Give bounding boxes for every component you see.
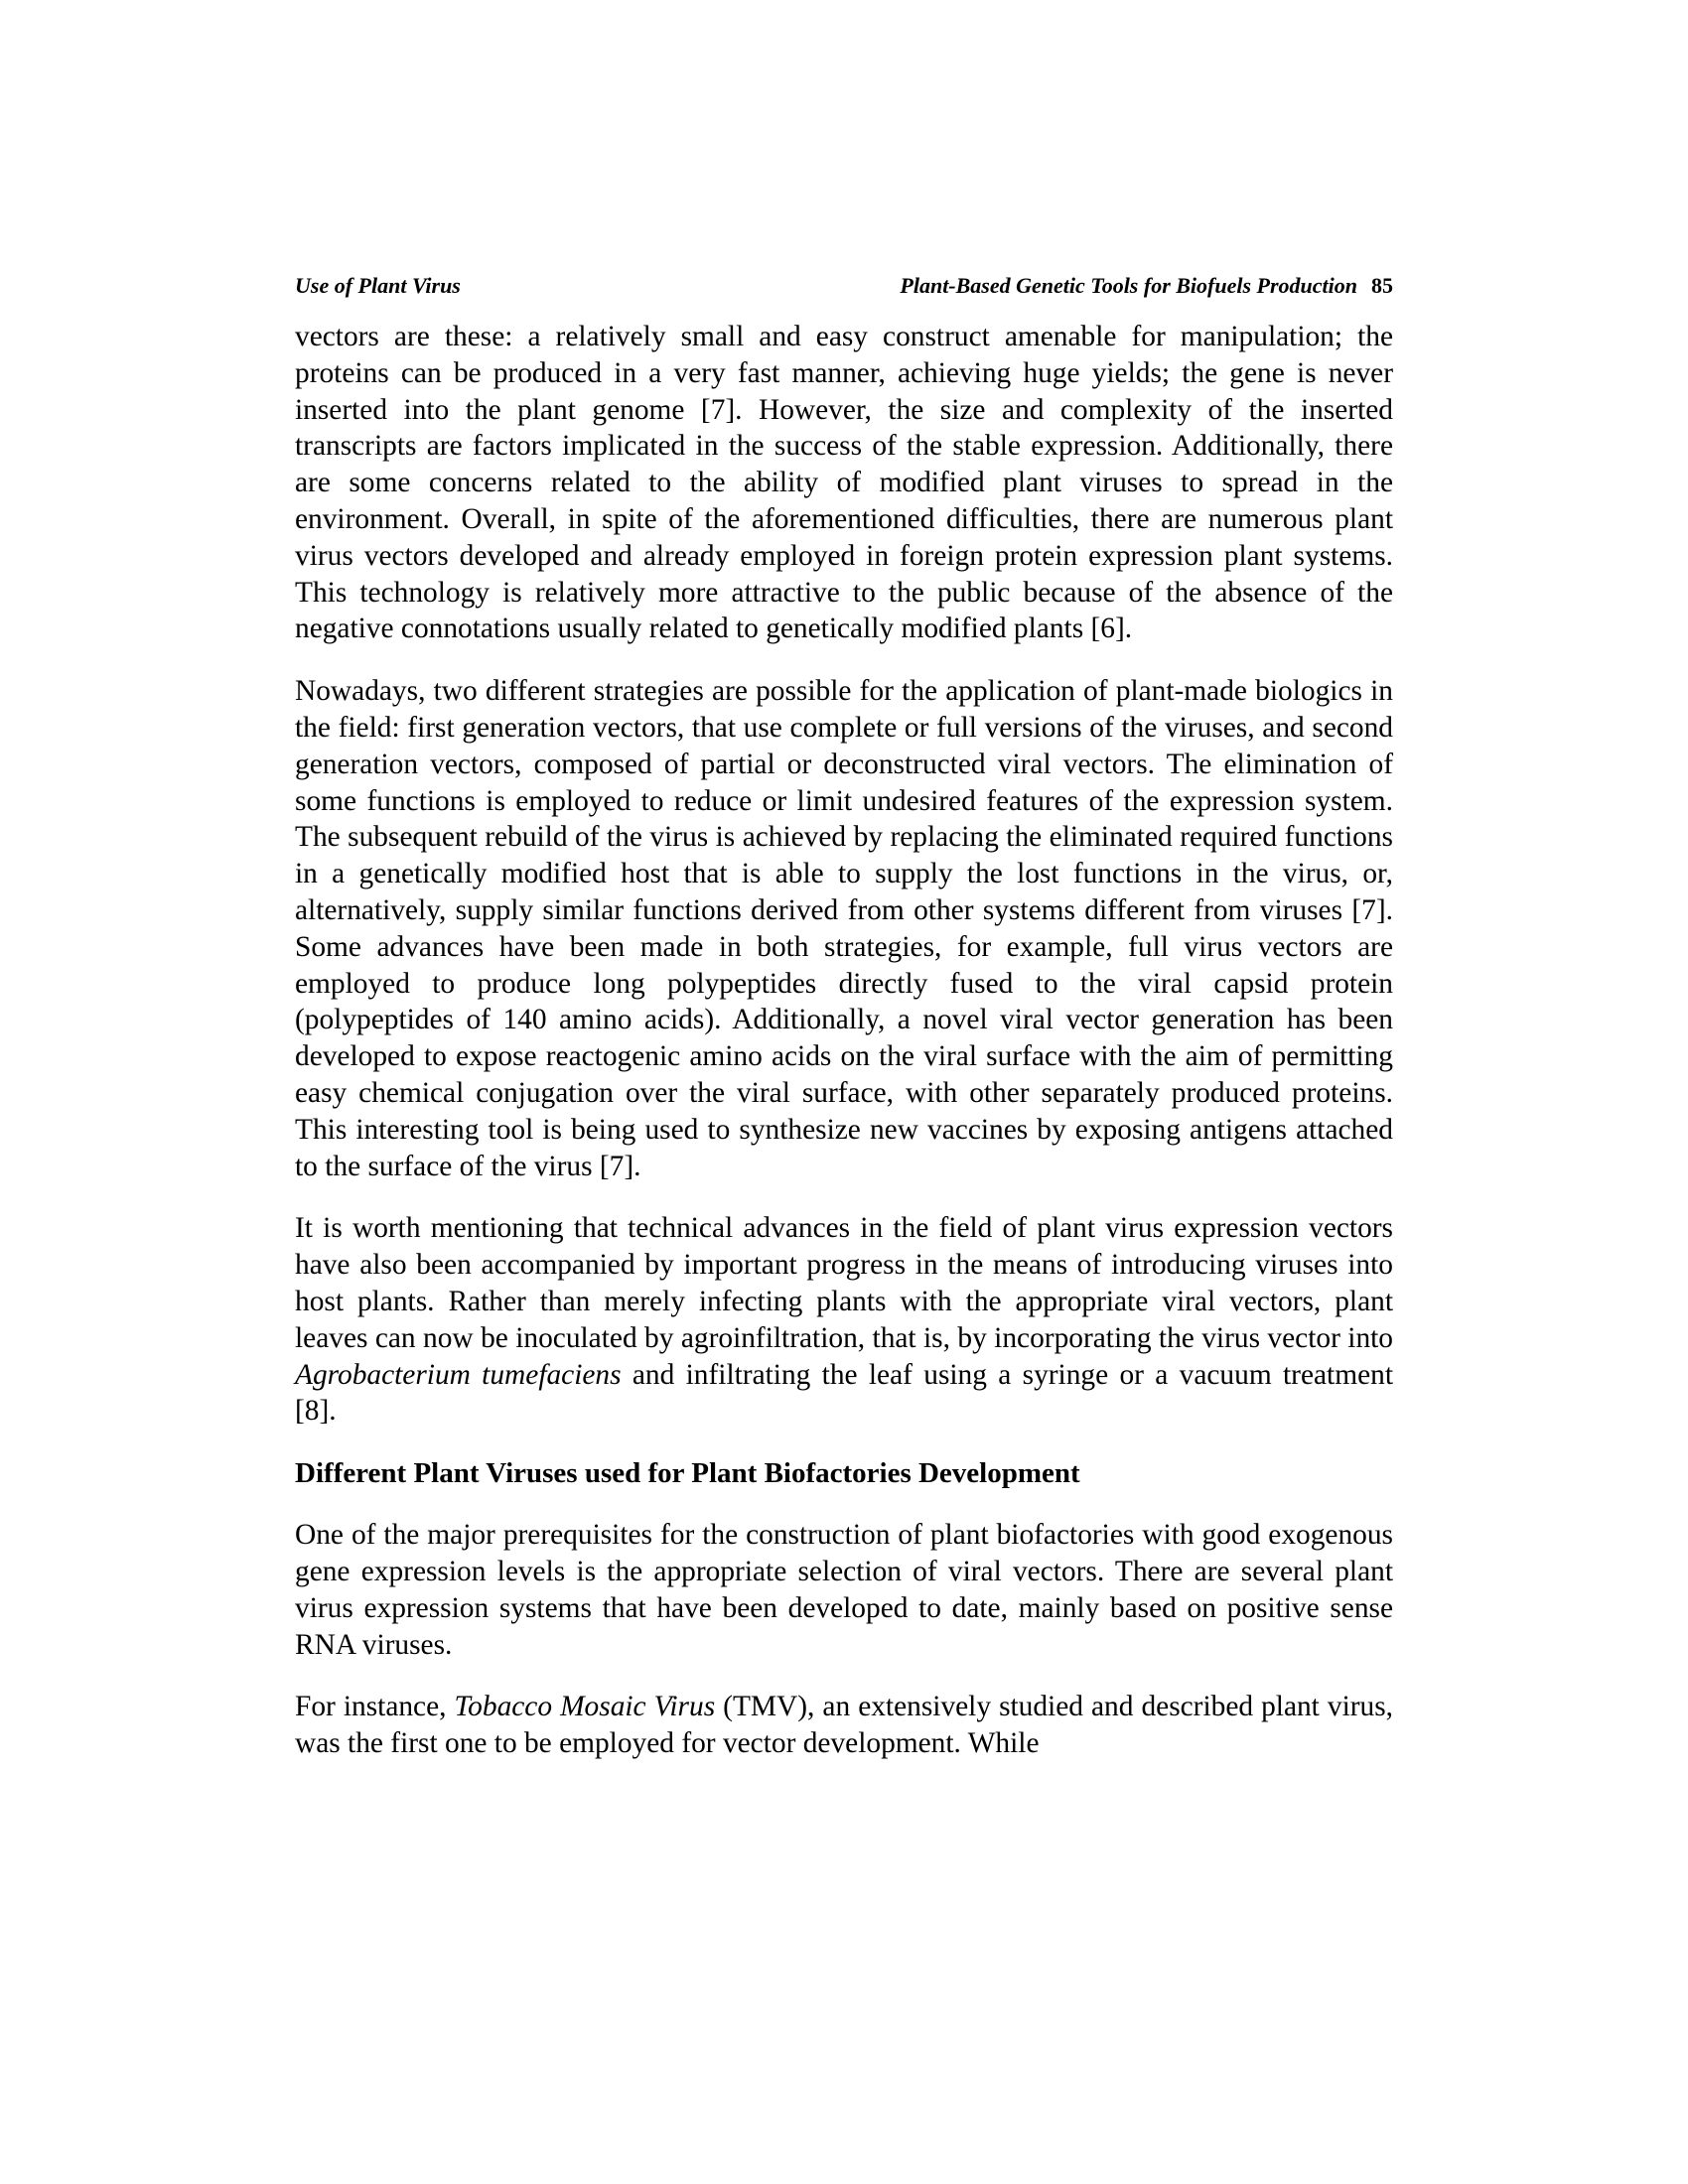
paragraph-1: vectors are these: a relatively small and easy construct amenable for manipulation; the proteins can be produced in a very fast manner, achieving huge yields; the gene is never inserted into the plant genome [7]. However, the size and complexity of the inserted transcripts are factors implicated in the success of the stable expression. Additionally, there are some concerns related to the ability of modified plant viruses to spread in the environment. Overall, in spite of the aforementioned difficulties, there are numerous plant virus vectors developed and already employed in foreign protein expression plant systems. This technology is relatively more attractive to the public because of the absence of the negative connotations usually related to genetically modified plants [6]. <box>295 321 1393 645</box>
section-heading: Different Plant Viruses used for Plant Biofactories Development <box>295 1457 1080 1490</box>
paragraph-3-text-b: and infiltrating the leaf using a syringe or a vacuum treatment [8]. <box>295 1358 1393 1428</box>
paragraph-2: Nowadays, two different strategies are possible for the application of plant-made biologics in the field: first generation vectors, that use complete or full versions of the viruses, and second generation vectors, composed of partial or deconstructed viral vectors. The elimination of some functions is employed to reduce or limit undesired features of the expression system. The subsequent rebuild of the virus is achieved by replacing the eliminated required functions in a genetically modified host that is able to supply the lost functions in the virus, or, alternatively, supply similar functions derived from other systems different from viruses [7]. Some advances have been made in both strategies, for example, full virus vectors are employed to produce long polypeptides directly fused to the viral capsid protein (polypeptides of 140 amino acids). Additionally, a novel viral vector generation has been developed to expose reactogenic amino acids on the viral surface with the aim of permitting easy chemical conjugation over the viral surface, with other separately produced proteins. This interesting tool is being used to synthesize new vaccines by exposing antigens attached to the surface of the virus [7]. <box>295 675 1393 1182</box>
running-header <box>295 273 1393 299</box>
document-page <box>295 273 1393 1788</box>
chapter-title: Use of Plant Virus <box>295 273 461 298</box>
paragraph-3-text-a: It is worth mentioning that technical advances in the field of plant virus expression vectors have also been accompanied by important progress in the means of introducing viruses into host plants. Rather than merely infecting plants with the appropriate viral vectors, plant leaves can now be inoculated by agroinfiltration, that is, by incorporating the virus vector into <box>295 1212 1393 1354</box>
species-name: Agrobacterium tumefaciens <box>295 1358 622 1391</box>
paragraph-3 <box>295 1210 1393 1430</box>
book-title: Plant-Based Genetic Tools for Biofuels Production <box>900 273 1357 298</box>
paragraph-4: One of the major prerequisites for the construction of plant biofactories with good exogenous gene expression levels is the appropriate selection of viral vectors. There are several plant virus expression systems that have been developed to date, mainly based on positive sense RNA viruses. <box>295 1519 1393 1661</box>
paragraph-5-text-a: For instance, <box>295 1691 455 1723</box>
paragraph-5-text-b: (TMV), an extensively studied and described plant virus, was the first one to be employed for vector development. While <box>295 1691 1394 1760</box>
page-number: 85 <box>1371 273 1393 298</box>
paragraph-5 <box>295 1689 1393 1762</box>
book-title-and-page <box>900 273 1393 299</box>
virus-name: Tobacco Mosaic Virus <box>454 1691 716 1723</box>
